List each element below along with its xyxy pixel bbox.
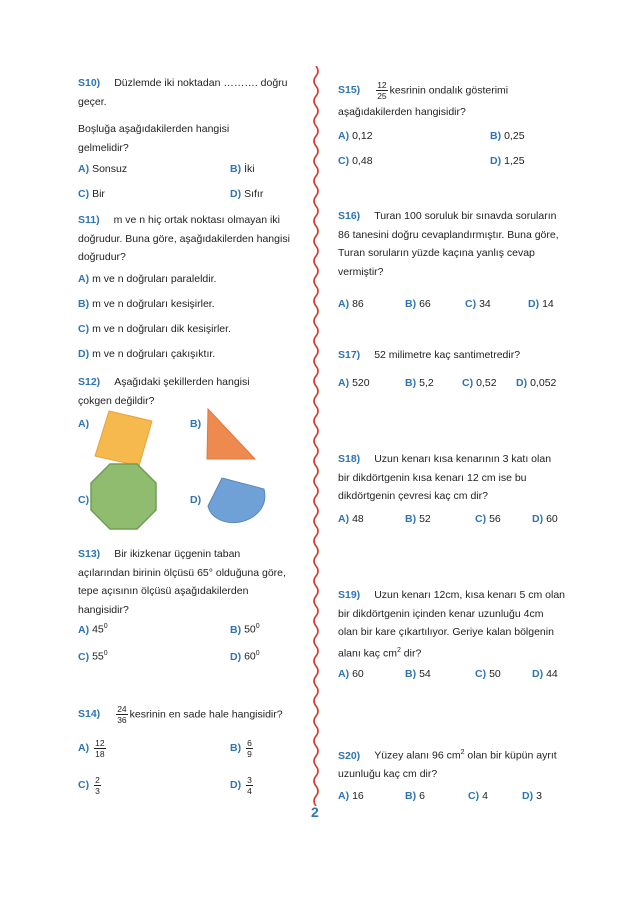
q16-option-b[interactable] [405,298,431,310]
question-number: S10) [78,77,101,89]
option-text: 0,52 [476,377,497,389]
option-text: 14 [542,298,554,310]
q13-option-b[interactable] [230,623,260,636]
option-label: A) [78,273,90,285]
q20-option-c[interactable] [468,790,488,802]
option-label: D) [532,668,544,680]
option-text: m ve n doğruları çakışıktır. [92,348,216,360]
option-label: A) [338,790,350,802]
option-label: C) [475,513,487,525]
green-octagon-shape[interactable] [91,464,156,529]
q19-option-d[interactable] [532,668,558,680]
q17-option-c[interactable] [462,377,497,389]
option-label: B) [230,623,242,636]
option-label: B) [190,418,202,430]
option-label: A) [78,418,90,430]
option-text: 52 [419,513,431,525]
option-label: C) [78,494,90,506]
option-label: A) [338,668,350,680]
q18-option-d[interactable] [532,513,558,525]
question-text: kesrinin en sade hale hangisidir? [129,708,283,721]
q20-option-a[interactable] [338,790,364,802]
wavy-divider [308,66,324,806]
option-text: 1,25 [504,155,525,167]
q18-option-a[interactable] [338,513,364,525]
q15-option-d[interactable] [490,155,525,167]
q19-option-b[interactable] [405,668,431,680]
option-label: B) [405,513,417,525]
option-text: Sıfır [244,188,264,200]
option-text: 48 [352,513,364,525]
option-text: 16 [352,790,364,802]
question-17 [338,346,578,365]
question-text: kesrinin ondalık gösterimi [389,84,509,97]
option-text: Bir [92,188,105,200]
option-text: 0,12 [352,130,373,142]
question-text: dir? [400,647,422,659]
q13-option-d[interactable] [230,650,260,663]
yellow-quadrilateral-shape[interactable] [95,411,152,466]
option-text: 0,48 [352,155,373,167]
question-text: 52 milimetre kaç santimetredir? [374,349,521,361]
option-label: D) [190,494,202,506]
q15-option-a[interactable] [338,130,373,142]
option-text: 44 [546,668,558,680]
option-label: C) [78,779,90,792]
page-number: 2 [311,804,319,820]
question-number: S16) [338,210,361,222]
question-text: Boşluğa aşağıdakilerden hangisi gelmelidir? [78,123,230,154]
q13-option-a[interactable] [78,623,108,636]
question-14 [78,704,303,725]
q16-option-c[interactable] [465,298,491,310]
q17-option-a[interactable] [338,377,370,389]
degree-sup: 0 [255,623,260,630]
question-number: S11) [78,214,100,226]
question-text: olan bir küpün ayrıt uzunluğu kaç cm dir? [338,749,557,780]
degree-sup: 0 [103,623,108,630]
option-text: Sonsuz [92,163,128,175]
option-text: 54 [419,668,431,680]
question-19 [338,586,566,663]
q15-option-c[interactable] [338,155,373,167]
question-16 [338,207,560,281]
option-text: 5,2 [419,377,434,389]
option-value: 50 [244,623,256,636]
option-label: D) [230,779,242,792]
option-text: m ve n doğruları paraleldir. [92,273,217,285]
q14-option-c[interactable] [78,775,103,796]
fraction: $\frac{2}{3}$ [95,775,100,796]
q20-option-b[interactable] [405,790,425,802]
option-label: C) [78,650,90,663]
q13-option-c[interactable] [78,650,108,663]
option-text: 520 [352,377,370,389]
option-label: A) [78,163,90,175]
question-text: Yüzey alanı 96 cm [374,749,461,762]
option-text: m ve n doğruları kesişirler. [92,298,215,310]
option-label: D) [78,348,90,360]
q14-option-d[interactable] [230,775,255,796]
question-number: S17) [338,349,361,361]
option-label: B) [405,298,417,310]
fraction: $\frac{3}{4}$ [247,775,252,796]
option-text: İki [244,163,255,175]
superscript: 2 [460,749,465,756]
q16-option-a[interactable] [338,298,364,310]
question-text: Turan 100 soruluk bir sınavda soruların 86 tanesini doğru cevaplandırmıştır. Buna göre, Turan soruların yüzde kaçına yanlış cevap vermiştir? [338,210,559,278]
option-text: 86 [352,298,364,310]
option-label: A) [338,130,350,142]
option-text: 0,25 [504,130,525,142]
question-text: Aşağıdaki şekillerden hangisi çokgen değildir? [78,376,250,407]
option-label: D) [522,790,534,802]
option-text: 6 [419,790,425,802]
option-value: 60 [244,650,256,663]
question-text: Düzlemde iki noktadan ………. doğru geçer. [78,77,288,108]
question-number: S14) [78,708,101,721]
option-value: 55 [92,650,104,663]
q19-option-c[interactable] [475,668,501,680]
option-label: A) [338,377,350,389]
option-label: B) [230,163,242,175]
question-text: Uzun kenarı 12cm, kısa kenarı 5 cm olan bir dikdörtgenin içinden kenar uzunluğu 4cm olan bir kare çıkartılıyor. Geriye kalan bölgenin alanı kaç cm [338,589,566,659]
question-number: S18) [338,453,361,465]
option-label: D) [490,155,502,167]
wave-line [314,66,318,806]
fraction: $\frac{6}{9}$ [247,738,252,759]
question-number: S12) [78,376,101,388]
q15-option-b[interactable] [490,130,525,142]
option-text: 3 [536,790,542,802]
option-text: 60 [546,513,558,525]
q17-option-d[interactable] [516,377,556,389]
question-text: Bir ikizkenar üçgenin taban açılarından birinin ölçüsü 65° olduğuna göre, tepe açısının ölçüsü aşağıdakilerden hangisidir? [78,548,286,616]
option-label: B) [405,668,417,680]
option-label: B) [490,130,502,142]
question-number: S20) [338,749,361,762]
option-label: B) [405,790,417,802]
superscript: 2 [396,646,401,654]
question-20 [338,744,566,784]
question-13 [78,545,293,619]
option-label: C) [78,188,90,200]
option-label: C) [465,298,477,310]
option-label: D) [230,650,242,663]
question-text: aşağıdakilerden hangisidir? [338,106,466,118]
option-value: 45 [92,623,104,636]
option-label: A) [338,513,350,525]
degree-sup: 0 [255,650,260,657]
option-label: D) [528,298,540,310]
option-text: 0,052 [530,377,557,389]
q17-option-b[interactable] [405,377,434,389]
option-text: 50 [489,668,501,680]
option-label: C) [475,668,487,680]
option-text: 4 [482,790,488,802]
q19-option-a[interactable] [338,668,364,680]
fraction: $\frac{12}{18}$ [95,738,105,759]
question-text: m ve n hiç ortak noktası olmayan iki doğrudur. Buna göre, aşağıdakilerden hangisi doğrudur? [78,214,290,263]
question-15-prompt [338,103,466,122]
option-text: 56 [489,513,501,525]
option-label: D) [532,513,544,525]
option-label: D) [230,188,242,200]
option-label: C) [338,155,350,167]
option-text: m ve n doğruları dik kesişirler. [92,323,231,335]
q18-option-c[interactable] [475,513,501,525]
q14-option-a[interactable] [78,738,108,759]
q20-option-d[interactable] [522,790,542,802]
option-label: D) [516,377,528,389]
question-18 [338,450,563,506]
option-label: B) [405,377,417,389]
question-text: Uzun kenarı kısa kenarının 3 katı olan bir dikdörtgenin kısa kenarı 12 cm ise bu dikdörtgenin çevresi kaç cm dir? [338,453,552,502]
q14-option-b[interactable] [230,738,255,759]
option-text: 60 [352,668,364,680]
orange-triangle-shape[interactable] [207,409,255,459]
option-label: C) [468,790,480,802]
blue-curved-shape[interactable] [208,478,265,523]
option-label: A) [338,298,350,310]
option-label: B) [230,742,242,755]
option-label: B) [78,298,90,310]
fraction: $\frac{12}{25}$ [377,80,387,101]
degree-sup: 0 [103,650,108,657]
question-15 [338,80,568,101]
option-text: 34 [479,298,491,310]
question-number: S15) [338,84,361,97]
q16-option-d[interactable] [528,298,554,310]
option-label: C) [78,323,90,335]
option-label: C) [462,377,474,389]
option-label: A) [78,742,90,755]
question-number: S19) [338,589,361,601]
question-number: S13) [78,548,101,560]
option-label: A) [78,623,90,636]
option-text: 66 [419,298,431,310]
q12-shapes [0,0,320,540]
fraction: $\frac{24}{36}$ [117,704,127,725]
q18-option-b[interactable] [405,513,431,525]
